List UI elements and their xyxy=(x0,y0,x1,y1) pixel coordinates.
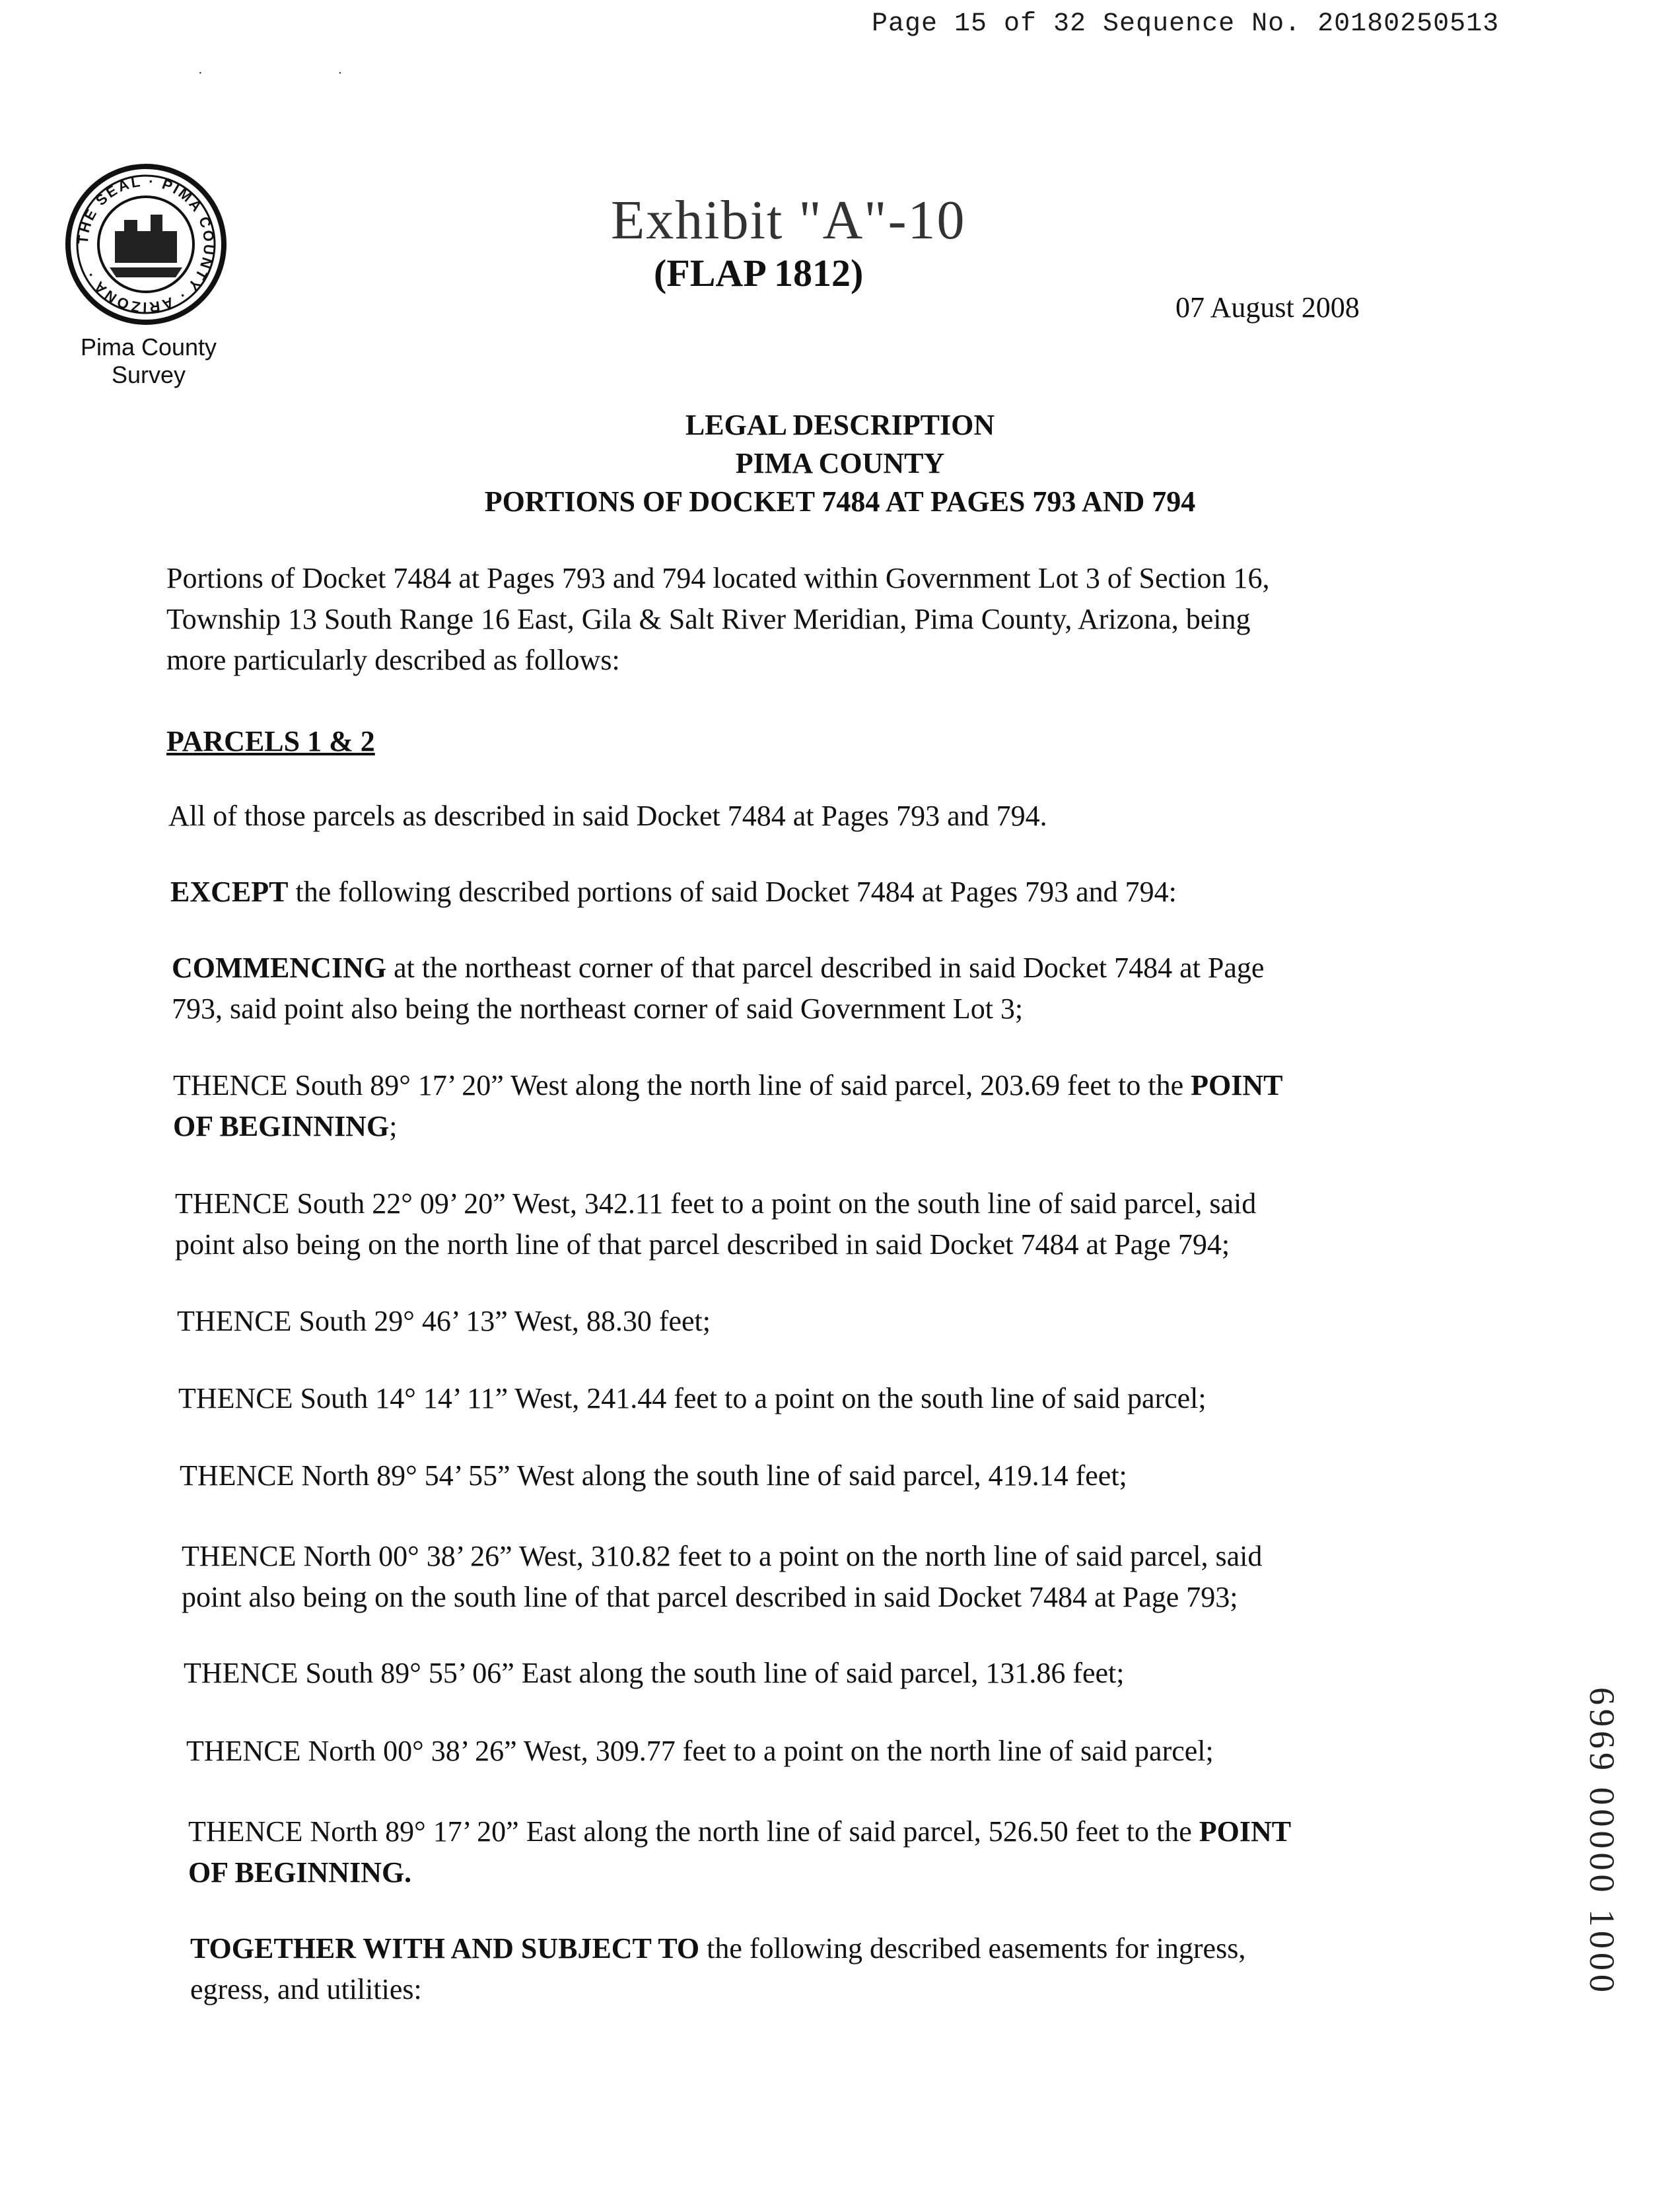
course-1-pob: POINT OF BEGINNING xyxy=(173,1069,1283,1142)
except-keyword: EXCEPT xyxy=(170,876,289,908)
course-1-paragraph xyxy=(173,1065,1282,1147)
seal-caption-line1: Pima County xyxy=(80,333,217,361)
course-9-text: THENCE North 89° 17’ 20” East along the north line of said parcel, 526.50 feet to the xyxy=(188,1815,1199,1848)
commencing-text: at the northeast corner of that parcel described in said Docket 7484 at Page 793, said point also being the northeast corner of said Government Lot 3; xyxy=(172,952,1265,1025)
course-1-text: THENCE South 89° 17’ 20” West along the north line of said parcel, 203.69 feet to the xyxy=(173,1069,1191,1101)
pima-county-seal-icon xyxy=(63,162,228,327)
together-paragraph xyxy=(190,1928,1245,2010)
title-line-2: PIMA COUNTY xyxy=(735,447,945,479)
commencing-keyword: COMMENCING xyxy=(172,952,387,984)
exhibit-label: Exhibit "A"-10 xyxy=(611,190,966,251)
together-text: the following described easements for ingress, egress, and utilities: xyxy=(190,1932,1246,2005)
course-1-end: ; xyxy=(389,1110,398,1142)
except-text: the following described portions of said Docket 7484 at Pages 793 and 794: xyxy=(288,876,1177,908)
course-8-paragraph: THENCE North 00° 38’ 26” West, 309.77 feet to a point on the north line of said parcel; xyxy=(186,1735,1214,1767)
course-7-paragraph: THENCE South 89° 55’ 06” East along the south line of said parcel, 131.86 feet; xyxy=(184,1657,1125,1689)
course-9-paragraph xyxy=(188,1811,1291,1893)
all-parcels-paragraph: All of those parcels as described in said Docket 7484 at Pages 793 and 794. xyxy=(168,800,1047,832)
document-date: 07 August 2008 xyxy=(1175,291,1360,324)
course-6-paragraph: THENCE North 00° 38’ 26” West, 310.82 feet to a point on the north line of said parcel, said point also being on the south line of that parcel described in said Docket 7484 at Page 793; xyxy=(182,1540,1263,1613)
course-3-paragraph: THENCE South 29° 46’ 13” West, 88.30 feet; xyxy=(177,1305,711,1337)
course-2-paragraph: THENCE South 22° 09’ 20” West, 342.11 feet to a point on the south line of said parcel, said point also being on the north line of that parcel described in said Docket 7484 at Page 794; xyxy=(175,1187,1257,1261)
seal-caption xyxy=(53,333,244,389)
together-keyword: TOGETHER WITH AND SUBJECT TO xyxy=(190,1932,700,1965)
title-line-3: PORTIONS OF DOCKET 7484 AT PAGES 793 AND 794 xyxy=(484,485,1196,518)
course-9-pob: POINT OF BEGINNING. xyxy=(188,1815,1292,1889)
course-4-paragraph: THENCE South 14° 14’ 11” West, 241.44 feet to a point on the south line of said parcel; xyxy=(178,1382,1207,1414)
intro-paragraph: Portions of Docket 7484 at Pages 793 and 794 located within Government Lot 3 of Section 16, Township 13 South Range 16 East, Gila & Salt River Meridian, Pima County, Arizona, being more particularly described as follows: xyxy=(166,562,1270,676)
course-5-paragraph: THENCE North 89° 54’ 55” West along the south line of said parcel, 419.14 feet; xyxy=(180,1459,1127,1492)
commencing-paragraph xyxy=(172,948,1264,1029)
document-title xyxy=(0,406,1680,521)
title-line-1: LEGAL DESCRIPTION xyxy=(685,409,995,441)
flap-number: (FLAP 1812) xyxy=(654,252,864,295)
scan-specks: · · xyxy=(198,66,409,81)
parcels-heading: PARCELS 1 & 2 xyxy=(166,725,375,757)
page-sequence-header: Page 15 of 32 Sequence No. 20180250513 xyxy=(872,9,1500,39)
seal-caption-line2: Survey xyxy=(111,361,186,388)
svg-text:THE SEAL · PIMA COUNTY · ARIZO: THE SEAL · PIMA COUNTY · ARIZONA · xyxy=(74,172,218,316)
margin-recording-number: 6969 00000 1000 xyxy=(1582,1687,1622,1996)
except-paragraph xyxy=(170,872,1177,913)
